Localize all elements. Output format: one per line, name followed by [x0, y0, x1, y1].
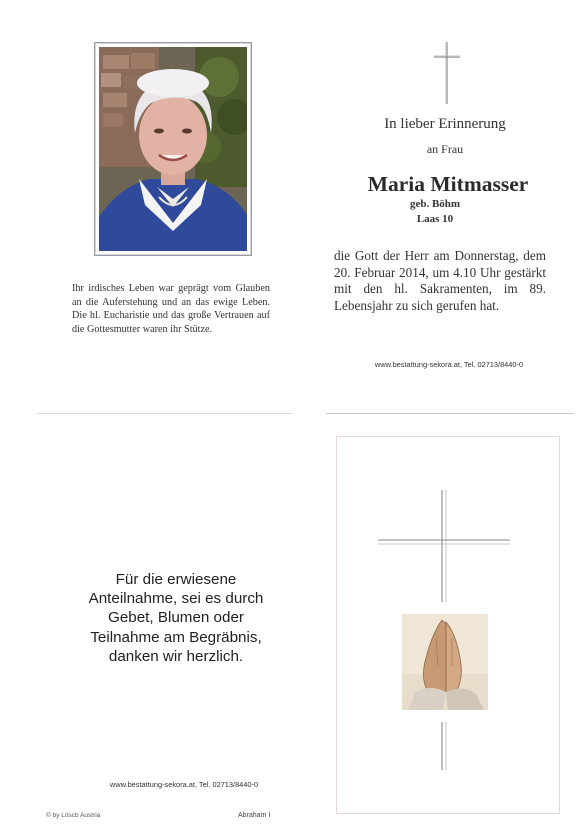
cross-icon — [432, 40, 462, 106]
funeral-home-contact-bottom: www.bestattung-sekora.at, Tel. 02713/8440-0 — [109, 780, 259, 789]
birth-name: geb. Böhm — [409, 198, 461, 210]
death-notice-text: die Gott der Herr am Donnerstag, dem 20. Februar 2014, um 4.10 Uhr gestärkt mit den hl. Sakramenten, im 89. Lebensjahr zu sich gerufen hat. — [334, 248, 546, 313]
thanks-line: Gebet, Blumen oder — [108, 609, 244, 627]
thanks-line: Anteilnahme, sei es durch — [88, 590, 264, 608]
funeral-home-contact: www.bestattung-sekora.at, Tel. 02713/8440-0 — [374, 360, 524, 369]
thanks-line: danken wir herzlich. — [108, 647, 244, 665]
life-text: Ihr irdisches Leben war geprägt vom Glauben an die Auferstehung und an das ewige Leben. Die hl. Eucharistie und das große Vertrauen auf die Gottesmutter waren ihr Stütze. — [72, 283, 270, 335]
copyright-note: © by Löscb Austria — [46, 812, 101, 819]
address: Laas 10 — [416, 213, 454, 225]
thanks-text — [72, 570, 280, 666]
fold-line-right — [326, 413, 574, 414]
thanks-line: Für die erwiesene — [115, 571, 237, 588]
portrait-photo — [99, 47, 247, 251]
salutation: an Frau — [426, 142, 464, 156]
deceased-name: Maria Mitmasser — [367, 172, 529, 196]
fold-line-left — [38, 413, 293, 414]
card-model-label: Abraham I — [238, 812, 271, 819]
memory-heading: In lieber Erinnerung — [384, 116, 506, 132]
praying-hands-icon — [402, 614, 488, 710]
portrait-photo-frame — [94, 42, 252, 256]
thanks-line: Teilnahme am Begräbnis, — [90, 628, 262, 646]
